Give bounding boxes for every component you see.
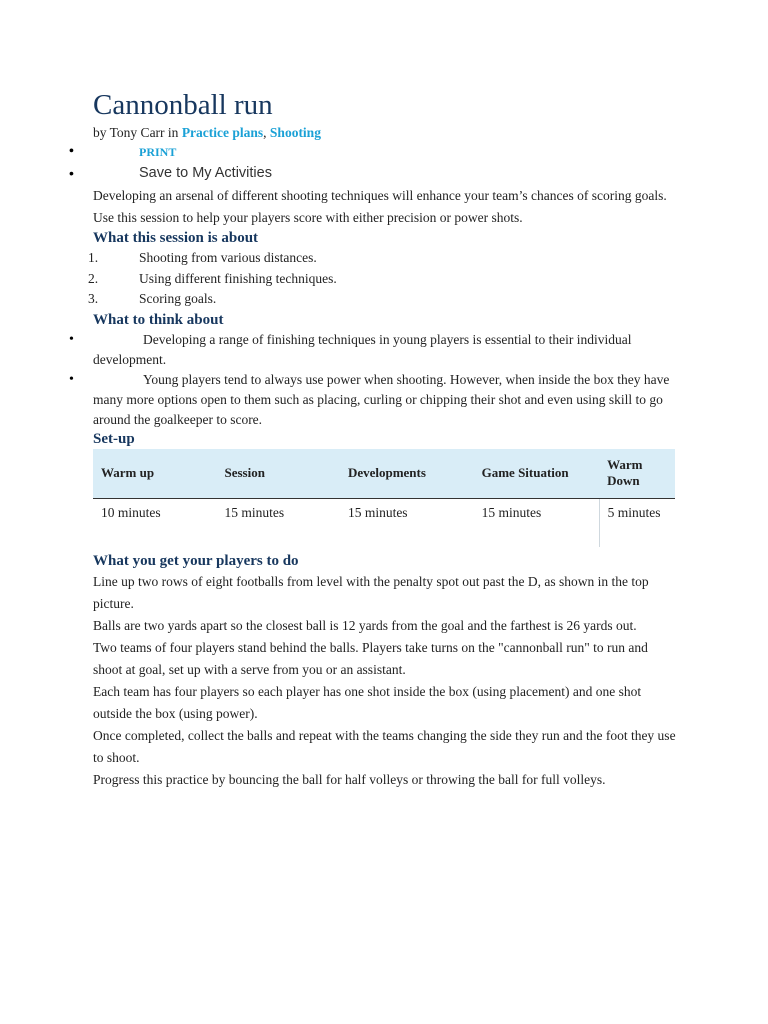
table-cell: 5 minutes xyxy=(599,498,675,547)
list-item xyxy=(88,269,678,290)
save-to-activities-button[interactable]: • Save to My Activities xyxy=(93,162,678,184)
instruction-paragraph: Two teams of four players stand behind the balls. Players take turns on the "cannonball run" to run and shoot at goal, set up with a serve from you or an assistant. xyxy=(93,639,648,677)
byline xyxy=(93,124,678,142)
list-item xyxy=(93,330,678,370)
table-cell: 10 minutes xyxy=(101,504,161,520)
list-number: 1. xyxy=(88,250,99,265)
table-cell: 15 minutes xyxy=(347,504,408,520)
action-list xyxy=(93,142,678,184)
table-header-cell: Developments xyxy=(340,449,474,499)
section-heading-about: What this session is about xyxy=(93,230,259,246)
instruction-paragraph: Progress this practice by bouncing the ball for half volleys or throwing the ball for full volleys. xyxy=(93,771,606,787)
about-list xyxy=(88,248,678,310)
list-item-text: Developing a range of finishing techniques in young players is essential to their individual development. xyxy=(93,331,632,367)
category-link-practice-plans[interactable]: Practice plans xyxy=(181,125,264,140)
instruction-paragraph: Line up two rows of eight footballs from level with the penalty spot out past the D, as shown in the top picture. xyxy=(93,573,649,611)
list-item xyxy=(88,248,678,269)
list-number: 2. xyxy=(88,270,99,286)
print-button[interactable]: • PRINT xyxy=(93,142,678,162)
table-header-cell: Session xyxy=(216,449,339,499)
table-header-cell: Warm up xyxy=(93,449,216,499)
list-item-text: Using different finishing techniques. xyxy=(139,270,337,286)
section-heading-players: What you get your players to do xyxy=(93,552,299,569)
think-list xyxy=(93,330,678,430)
table-cell: 15 minutes xyxy=(224,504,285,520)
instruction-paragraph: Once completed, collect the balls and repeat with the teams changing the side they run and the foot they use to shoot. xyxy=(93,727,676,765)
article xyxy=(88,86,678,791)
table-header-row xyxy=(93,449,675,499)
byline-author: by Tony Carr in xyxy=(93,125,182,140)
players-instructions xyxy=(93,571,678,791)
list-item-text: Young players tend to always use power when shooting. However, when inside the box they have many more options open to them such as placing, curling or chipping their shot and even using skill to go around the goalkeeper to score. xyxy=(93,371,670,427)
section-heading-setup: Set-up xyxy=(93,430,135,447)
list-number: 3. xyxy=(88,291,99,306)
list-item xyxy=(93,370,678,430)
setup-table xyxy=(93,449,675,547)
byline-separator: , xyxy=(263,125,270,140)
table-cell: 15 minutes xyxy=(481,504,542,520)
list-item-text: Shooting from various distances. xyxy=(139,250,317,265)
list-item-text: Scoring goals. xyxy=(139,291,217,306)
instruction-paragraph: Balls are two yards apart so the closest ball is 12 yards from the goal and the farthest is 26 yards out. xyxy=(93,617,637,633)
table-header-cell: Warm Down xyxy=(599,449,675,499)
instruction-paragraph: Each team has four players so each player has one shot inside the box (using placement) and one shot outside the box (using power). xyxy=(93,683,642,721)
list-item xyxy=(88,289,678,310)
category-link-shooting[interactable]: Shooting xyxy=(269,125,321,140)
section-heading-think: What to think about xyxy=(93,311,224,328)
table-header-cell: Game Situation xyxy=(474,449,600,499)
page-title: Cannonball run xyxy=(93,89,273,121)
intro-paragraph: Developing an arsenal of different shooting techniques will enhance your team’s chances of scoring goals. Use this session to help your players score with either precision or power shots. xyxy=(93,188,667,225)
table-row xyxy=(93,498,675,547)
